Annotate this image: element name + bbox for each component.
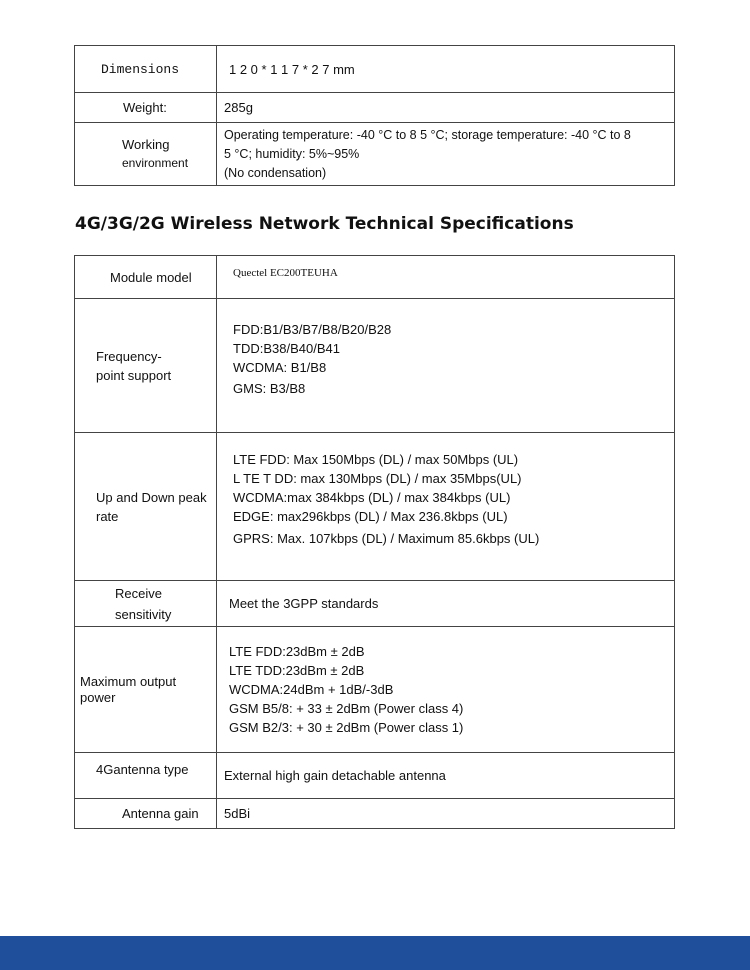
value-line: LTE TDD:23dBm ± 2dB (229, 663, 365, 678)
value-line: Meet the 3GPP standards (229, 596, 379, 611)
row-label-working-environment (75, 123, 217, 186)
section-title: 4G/3G/2G Wireless Network Technical Specifications (75, 214, 574, 234)
table-row (75, 753, 675, 799)
value-line: (No condensation) (224, 165, 327, 180)
value-line: 1 2 0 * 1 1 7 * 2 7 mm (229, 61, 355, 77)
value-line: GSM B5/8: + 33 ± 2dBm (Power class 4) (229, 701, 464, 716)
table-row (75, 93, 675, 123)
value-line: External high gain detachable antenna (224, 768, 446, 783)
row-value-antenna-gain (217, 799, 675, 829)
row-label-weight (75, 93, 217, 123)
value-line: L TE T DD: max 130Mbps (DL) / max 35Mbps(UL) (233, 471, 522, 486)
table-row (75, 123, 675, 186)
row-value-peak-rate (217, 433, 675, 581)
row-value-dimensions (217, 46, 675, 93)
table-row (75, 46, 675, 93)
table-row (75, 799, 675, 829)
row-value-max-output-power (217, 627, 675, 753)
label-text: sensitivity (115, 606, 172, 622)
value-line: WCDMA:max 384kbps (DL) / max 384kbps (UL) (233, 490, 511, 505)
row-value-receive-sensitivity (217, 581, 675, 627)
value-line: WCDMA: B1/B8 (233, 360, 327, 375)
value-line: 5dBi (224, 806, 251, 821)
label-text: Dimensions (101, 61, 180, 77)
row-label-receive-sensitivity (75, 581, 217, 627)
value-line: TDD:B38/B40/B41 (233, 341, 340, 356)
row-label-module-model (75, 256, 217, 299)
table-row (75, 299, 675, 433)
row-label-dimensions (75, 46, 217, 93)
row-label-antenna-type (75, 753, 217, 799)
value-line: LTE FDD: Max 150Mbps (DL) / max 50Mbps (UL) (233, 452, 519, 467)
row-value-working-environment (217, 123, 675, 186)
row-label-frequency (75, 299, 217, 433)
value-line: LTE FDD:23dBm ± 2dB (229, 644, 365, 659)
label-text: Weight: (123, 100, 167, 115)
label-text: point support (96, 367, 172, 383)
table-row (75, 433, 675, 581)
table-row (75, 256, 675, 299)
label-text: Maximum output (80, 673, 177, 689)
label-text: Antenna gain (122, 806, 199, 821)
label-text: Working (122, 137, 170, 152)
row-label-peak-rate (75, 433, 217, 581)
label-text: environment (122, 156, 189, 170)
value-line: FDD:B1/B3/B7/B8/B20/B28 (233, 322, 392, 337)
general-spec-table (74, 45, 675, 186)
footer-bar (0, 936, 750, 970)
value-line: GMS: B3/B8 (233, 381, 306, 396)
label-text: Receive (115, 585, 162, 601)
row-label-antenna-gain (75, 799, 217, 829)
value-line: EDGE: max296kbps (DL) / Max 236.8kbps (UL) (233, 509, 508, 524)
value-line: GSM B2/3: + 30 ± 2dBm (Power class 1) (229, 720, 464, 735)
row-value-module-model (217, 256, 675, 299)
value-line: WCDMA:24dBm + 1dB/-3dB (229, 682, 394, 697)
label-text: power (80, 689, 116, 705)
row-value-weight (217, 93, 675, 123)
table-row (75, 627, 675, 753)
value-line: Operating temperature: -40 °C to 8 5 °C; storage temperature: -40 °C to 8 (224, 127, 631, 142)
value-line: GPRS: Max. 107kbps (DL) / Maximum 85.6kbps (UL) (233, 531, 540, 546)
label-text: Module model (110, 269, 192, 285)
label-text: Up and Down peak (96, 489, 207, 505)
label-text: Frequency- (96, 348, 162, 364)
wireless-spec-table (74, 255, 675, 829)
row-value-antenna-type (217, 753, 675, 799)
row-value-frequency (217, 299, 675, 433)
row-label-max-output-power (75, 627, 217, 753)
value-line: Quectel EC200TEUHA (233, 267, 338, 279)
label-text: rate (96, 508, 119, 524)
table-row (75, 581, 675, 627)
label-text: 4Gantenna type (96, 762, 189, 777)
value-line: 285g (224, 100, 253, 115)
value-line: 5 °C; humidity: 5%~95% (224, 146, 360, 161)
